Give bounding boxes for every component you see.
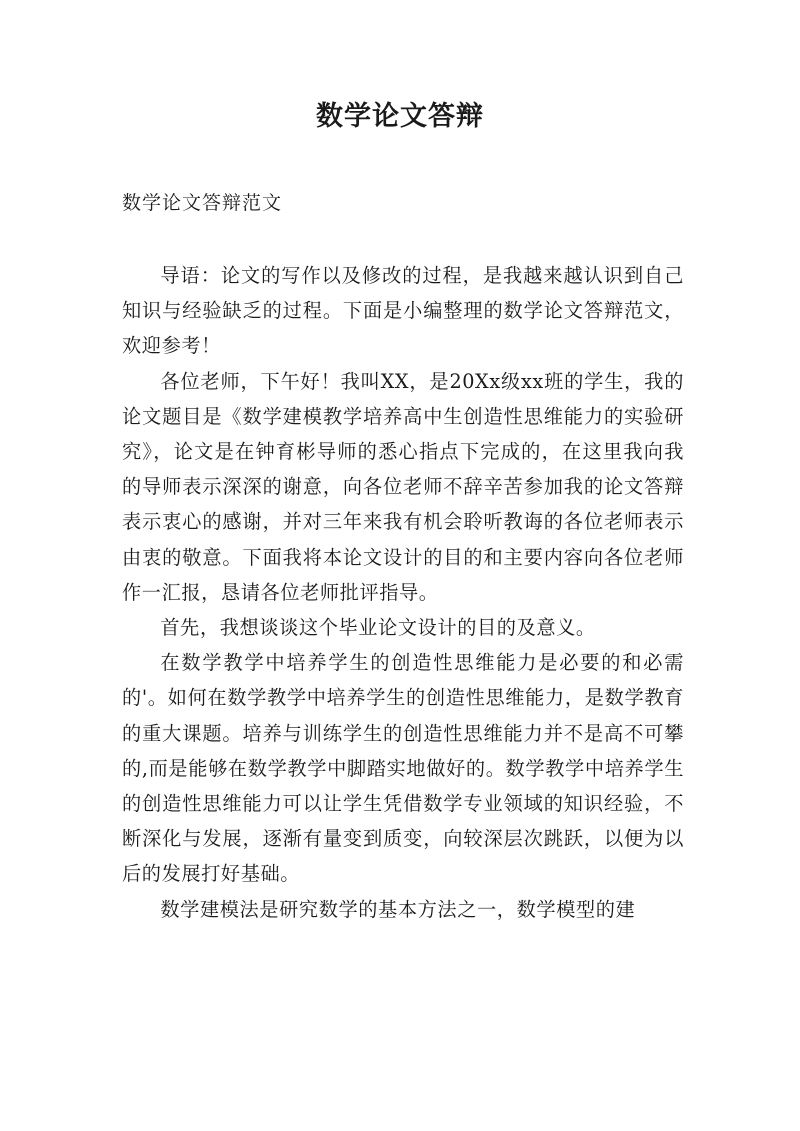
document-title: 数学论文答辩 [316,101,484,132]
paragraph-modeling: 数学建模法是研究数学的基本方法之一，数学模型的建 [160,897,636,921]
paragraph-intro: 导语：论文的写作以及修改的过程，是我越来越认识到自己知识与经验缺乏的过程。下面是小编整理的数学论文答辩范文，欢迎参考！ [122,264,684,358]
paragraph-greeting: 各位老师，下午好！我叫XX，是20Xx级xx班的学生，我的论文题目是《数学建模教学培养高中生创造性思维能力的实验研究》，论文是在钟育彬导师的悉心指点下完成的，在这里我向我的导师表示深深的谢意，向各位老师不辞辛苦参加我的论文答辩表示衷心的感谢，并对三年来我有机会聆听教诲的各位老师表示由衷的敬意。下面我将本论文设计的目的和主要内容向各位老师作一汇报，恳请各位老师批评指导。 [122,369,684,604]
paragraph-significance: 在数学教学中培养学生的创造性思维能力是必要的和必需的'。如何在数学教学中培养学生的创造性思维能力，是数学教育的重大课题。培养与训练学生的创造性思维能力并不是高不可攀的,而是能够在数学教学中脚踏实地做好的。数学教学中培养学生的创造性思维能力可以让学生凭借数学专业领域的知识经验，不断深化与发展，逐渐有量变到质变，向较深层次跳跃，以便为以后的发展打好基础。 [122,651,684,886]
document-body [122,258,684,927]
paragraph-purpose: 首先，我想谈谈这个毕业论文设计的目的及意义。 [160,616,596,640]
document-subtitle: 数学论文答辩范文 [122,192,283,214]
